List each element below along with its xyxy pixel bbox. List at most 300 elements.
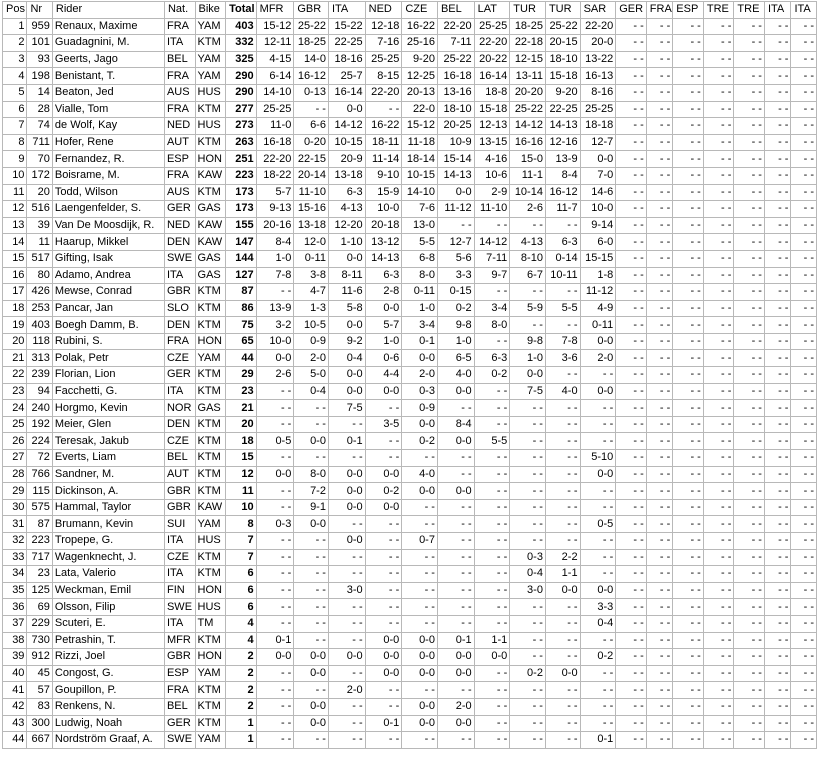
cell-rider[interactable]: Everts, Liam	[52, 450, 164, 467]
cell-rider[interactable]: Rubini, S.	[52, 333, 164, 350]
cell-total: 15	[226, 450, 257, 467]
cell-score: 16-14	[474, 68, 510, 85]
cell-score: - -	[646, 84, 672, 101]
cell-score: - -	[764, 68, 790, 85]
cell-nr: 198	[27, 68, 52, 85]
cell-score: 11-10	[474, 201, 510, 218]
cell-score: - -	[580, 632, 616, 649]
cell-score: - -	[616, 499, 647, 516]
cell-score: - -	[545, 217, 580, 234]
cell-total: 87	[226, 284, 257, 301]
cell-nat: SWE	[164, 599, 195, 616]
column-header-6[interactable]: MFR	[256, 2, 294, 19]
cell-rider[interactable]: Benistant, T.	[52, 68, 164, 85]
cell-score: - -	[703, 333, 734, 350]
cell-score: - -	[294, 450, 329, 467]
column-header-0[interactable]: Pos	[3, 2, 27, 19]
cell-score: - -	[646, 665, 672, 682]
cell-rider[interactable]: Mewse, Conrad	[52, 284, 164, 301]
table-row	[3, 234, 817, 251]
cell-score: 10-14	[510, 184, 546, 201]
cell-rider[interactable]: Weckman, Emil	[52, 582, 164, 599]
cell-score: - -	[402, 549, 438, 566]
cell-score: - -	[703, 632, 734, 649]
cell-rider[interactable]: Laengenfelder, S.	[52, 201, 164, 218]
cell-score: - -	[703, 682, 734, 699]
cell-total: 2	[226, 682, 257, 699]
cell-rider[interactable]: Todd, Wilson	[52, 184, 164, 201]
standings-table	[2, 1, 817, 749]
cell-nr: 94	[27, 383, 52, 400]
cell-score: 5-7	[256, 184, 294, 201]
cell-score: - -	[616, 433, 647, 450]
cell-score: 0-0	[328, 649, 365, 666]
table-row	[3, 68, 817, 85]
cell-score: - -	[734, 499, 765, 516]
cell-score: - -	[616, 383, 647, 400]
cell-score: 6-5	[437, 350, 474, 367]
cell-rider[interactable]: Adamo, Andrea	[52, 267, 164, 284]
cell-pos: 37	[3, 615, 27, 632]
cell-score: 9-14	[580, 217, 616, 234]
cell-rider[interactable]: Congost, G.	[52, 665, 164, 682]
cell-rider[interactable]: Hofer, Rene	[52, 134, 164, 151]
cell-total: 11	[226, 483, 257, 500]
cell-score: - -	[616, 582, 647, 599]
cell-score: - -	[791, 582, 817, 599]
cell-rider[interactable]: Brumann, Kevin	[52, 516, 164, 533]
cell-rider[interactable]: Pancar, Jan	[52, 300, 164, 317]
column-header-5[interactable]: Total	[226, 2, 257, 19]
cell-score: - -	[673, 483, 704, 500]
cell-score: - -	[256, 400, 294, 417]
cell-score: - -	[734, 698, 765, 715]
cell-score: - -	[646, 715, 672, 732]
cell-score: 22-25	[328, 35, 365, 52]
cell-score: 11-6	[328, 284, 365, 301]
cell-score: 18-18	[580, 118, 616, 135]
cell-score: 4-13	[510, 234, 546, 251]
cell-pos: 5	[3, 84, 27, 101]
cell-score: 0-0	[365, 466, 402, 483]
table-row	[3, 250, 817, 267]
table-row	[3, 682, 817, 699]
cell-score: - -	[580, 549, 616, 566]
column-header-20[interactable]: TRE	[734, 2, 765, 19]
cell-score: 22-20	[580, 18, 616, 35]
cell-score: 18-8	[474, 84, 510, 101]
cell-score: - -	[791, 615, 817, 632]
column-header-12[interactable]: LAT	[474, 2, 510, 19]
cell-score: 2-9	[474, 184, 510, 201]
cell-score: 4-13	[328, 201, 365, 218]
table-row	[3, 566, 817, 583]
cell-score: - -	[646, 698, 672, 715]
cell-score: - -	[328, 698, 365, 715]
cell-nat: ESP	[164, 665, 195, 682]
column-header-14[interactable]: TUR	[545, 2, 580, 19]
cell-score: 10-5	[294, 317, 329, 334]
cell-nr: 172	[27, 167, 52, 184]
cell-score: - -	[703, 400, 734, 417]
cell-rider[interactable]: Fernandez, R.	[52, 151, 164, 168]
cell-score: - -	[616, 533, 647, 550]
cell-score: - -	[703, 649, 734, 666]
cell-score: - -	[437, 599, 474, 616]
cell-score: 10-15	[328, 134, 365, 151]
table-row	[3, 632, 817, 649]
cell-score: - -	[673, 68, 704, 85]
cell-score: - -	[673, 201, 704, 218]
cell-score: 3-4	[402, 317, 438, 334]
cell-rider[interactable]: de Wolf, Kay	[52, 118, 164, 135]
table-row	[3, 350, 817, 367]
cell-rider[interactable]: Geerts, Jago	[52, 51, 164, 68]
cell-score: - -	[616, 217, 647, 234]
cell-score: 13-15	[474, 134, 510, 151]
cell-score: - -	[791, 450, 817, 467]
cell-score: - -	[734, 566, 765, 583]
cell-score: 20-20	[510, 84, 546, 101]
cell-rider[interactable]: Facchetti, G.	[52, 383, 164, 400]
cell-nr: 101	[27, 35, 52, 52]
cell-rider[interactable]: Guadagnini, M.	[52, 35, 164, 52]
cell-score: - -	[673, 400, 704, 417]
cell-score: 0-3	[510, 549, 546, 566]
cell-score: - -	[703, 234, 734, 251]
cell-score: 3-0	[510, 582, 546, 599]
cell-score: - -	[734, 167, 765, 184]
cell-score: - -	[791, 665, 817, 682]
cell-rider[interactable]: Dickinson, A.	[52, 483, 164, 500]
cell-rider[interactable]: Boegh Damm, B.	[52, 317, 164, 334]
cell-score: - -	[402, 566, 438, 583]
cell-score: 14-10	[402, 184, 438, 201]
cell-score: 6-8	[402, 250, 438, 267]
cell-score: - -	[510, 317, 546, 334]
cell-score: 0-0	[402, 715, 438, 732]
cell-score: - -	[545, 284, 580, 301]
cell-score: - -	[474, 582, 510, 599]
column-header-10[interactable]: CZE	[402, 2, 438, 19]
cell-score: 4-0	[402, 466, 438, 483]
cell-bike: KTM	[195, 367, 226, 384]
cell-score: - -	[474, 416, 510, 433]
cell-score: - -	[294, 732, 329, 749]
cell-bike: KTM	[195, 101, 226, 118]
cell-score: - -	[256, 566, 294, 583]
cell-score: 4-16	[474, 151, 510, 168]
cell-score: - -	[764, 300, 790, 317]
cell-score: 5-0	[294, 367, 329, 384]
cell-total: 325	[226, 51, 257, 68]
table-row	[3, 715, 817, 732]
column-header-4[interactable]: Bike	[195, 2, 226, 19]
cell-nr: 667	[27, 732, 52, 749]
cell-score: 0-9	[294, 333, 329, 350]
cell-score: - -	[703, 267, 734, 284]
cell-score: - -	[294, 582, 329, 599]
cell-score: - -	[256, 732, 294, 749]
cell-score: - -	[734, 134, 765, 151]
cell-rider[interactable]: Petrashin, T.	[52, 632, 164, 649]
cell-score: - -	[646, 549, 672, 566]
column-header-3[interactable]: Nat.	[164, 2, 195, 19]
table-row	[3, 400, 817, 417]
cell-score: 3-6	[545, 350, 580, 367]
cell-score: - -	[365, 732, 402, 749]
cell-score: 22-0	[402, 101, 438, 118]
cell-score: 1-8	[580, 267, 616, 284]
cell-rider[interactable]: Renkens, N.	[52, 698, 164, 715]
cell-score: 0-0	[294, 715, 329, 732]
cell-score: - -	[646, 400, 672, 417]
cell-score: - -	[545, 615, 580, 632]
cell-rider[interactable]: Horgmo, Kevin	[52, 400, 164, 417]
cell-rider[interactable]: Meier, Glen	[52, 416, 164, 433]
cell-nr: 14	[27, 84, 52, 101]
cell-score: 0-0	[437, 483, 474, 500]
cell-score: 13-22	[580, 51, 616, 68]
cell-rider[interactable]: Scuteri, E.	[52, 615, 164, 632]
cell-bike: KTM	[195, 383, 226, 400]
cell-rider[interactable]: Polak, Petr	[52, 350, 164, 367]
cell-rider[interactable]: Haarup, Mikkel	[52, 234, 164, 251]
cell-score: 0-0	[328, 499, 365, 516]
cell-score: 0-0	[328, 101, 365, 118]
cell-score: - -	[791, 18, 817, 35]
column-header-16[interactable]: GER	[616, 2, 647, 19]
cell-rider[interactable]: Olsson, Filip	[52, 599, 164, 616]
cell-score: - -	[510, 433, 546, 450]
table-row	[3, 184, 817, 201]
cell-score: - -	[764, 18, 790, 35]
cell-rider[interactable]: Nordström Graaf, A.	[52, 732, 164, 749]
cell-score: 20-13	[402, 84, 438, 101]
cell-rider[interactable]: Boisrame, M.	[52, 167, 164, 184]
cell-score: - -	[764, 533, 790, 550]
cell-nat: SWE	[164, 250, 195, 267]
cell-total: 7	[226, 533, 257, 550]
cell-rider[interactable]: Lata, Valerio	[52, 566, 164, 583]
cell-nr: 23	[27, 566, 52, 583]
cell-rider[interactable]: Renaux, Maxime	[52, 18, 164, 35]
cell-nr: 575	[27, 499, 52, 516]
cell-score: - -	[703, 566, 734, 583]
cell-score: - -	[734, 466, 765, 483]
cell-score: - -	[294, 549, 329, 566]
cell-nr: 223	[27, 533, 52, 550]
cell-nat: AUS	[164, 184, 195, 201]
cell-pos: 14	[3, 234, 27, 251]
cell-score: 16-18	[256, 134, 294, 151]
cell-score: - -	[646, 499, 672, 516]
cell-rider[interactable]: Rizzi, Joel	[52, 649, 164, 666]
cell-score: - -	[616, 715, 647, 732]
cell-score: - -	[734, 300, 765, 317]
cell-score: - -	[764, 284, 790, 301]
cell-total: 10	[226, 499, 257, 516]
column-header-15[interactable]: SAR	[580, 2, 616, 19]
cell-rider[interactable]: Wagenknecht, J.	[52, 549, 164, 566]
cell-score: - -	[474, 499, 510, 516]
cell-score: - -	[764, 35, 790, 52]
cell-score: 0-0	[328, 483, 365, 500]
cell-rider[interactable]: Ludwig, Noah	[52, 715, 164, 732]
cell-rider[interactable]: Vialle, Tom	[52, 101, 164, 118]
cell-score: - -	[580, 433, 616, 450]
cell-score: - -	[646, 167, 672, 184]
cell-nat: FRA	[164, 18, 195, 35]
cell-score: - -	[764, 632, 790, 649]
cell-bike: KAW	[195, 499, 226, 516]
cell-score: 0-0	[294, 649, 329, 666]
cell-score: - -	[616, 682, 647, 699]
cell-bike: GAS	[195, 400, 226, 417]
cell-rider[interactable]: Sandner, M.	[52, 466, 164, 483]
cell-pos: 11	[3, 184, 27, 201]
column-header-9[interactable]: NED	[365, 2, 402, 19]
cell-score: 25-16	[402, 35, 438, 52]
cell-score: 12-0	[294, 234, 329, 251]
cell-pos: 25	[3, 416, 27, 433]
cell-score: - -	[734, 732, 765, 749]
cell-nr: 57	[27, 682, 52, 699]
column-header-21[interactable]: ITA	[764, 2, 790, 19]
column-header-22[interactable]: ITA	[791, 2, 817, 19]
cell-score: 0-11	[294, 250, 329, 267]
cell-score: - -	[791, 101, 817, 118]
cell-score: - -	[545, 715, 580, 732]
cell-score: 16-13	[580, 68, 616, 85]
column-header-7[interactable]: GBR	[294, 2, 329, 19]
cell-rider[interactable]: Van De Moosdijk, R.	[52, 217, 164, 234]
cell-nat: FRA	[164, 682, 195, 699]
cell-score: - -	[545, 732, 580, 749]
cell-nr: 28	[27, 101, 52, 118]
cell-score: - -	[646, 51, 672, 68]
cell-total: 277	[226, 101, 257, 118]
cell-nat: AUT	[164, 134, 195, 151]
cell-nat: GBR	[164, 499, 195, 516]
cell-score: 7-8	[256, 267, 294, 284]
cell-pos: 16	[3, 267, 27, 284]
cell-score: - -	[437, 217, 474, 234]
cell-score: 3-2	[256, 317, 294, 334]
cell-score: - -	[545, 698, 580, 715]
cell-score: - -	[673, 184, 704, 201]
cell-score: - -	[510, 649, 546, 666]
cell-score: - -	[402, 599, 438, 616]
column-header-13[interactable]: TUR	[510, 2, 546, 19]
cell-score: - -	[365, 549, 402, 566]
cell-score: - -	[616, 350, 647, 367]
cell-pos: 30	[3, 499, 27, 516]
cell-rider[interactable]: Teresak, Jakub	[52, 433, 164, 450]
column-header-2[interactable]: Rider	[52, 2, 164, 19]
cell-score: - -	[703, 732, 734, 749]
cell-score: - -	[673, 267, 704, 284]
column-header-1[interactable]: Nr	[27, 2, 52, 19]
cell-pos: 15	[3, 250, 27, 267]
cell-total: 290	[226, 68, 257, 85]
cell-bike: HUS	[195, 533, 226, 550]
cell-rider[interactable]: Tropepe, G.	[52, 533, 164, 550]
cell-score: - -	[545, 483, 580, 500]
cell-score: 2-8	[365, 284, 402, 301]
cell-score: - -	[437, 466, 474, 483]
cell-score: 9-10	[365, 167, 402, 184]
cell-total: 251	[226, 151, 257, 168]
cell-score: - -	[673, 18, 704, 35]
column-header-19[interactable]: TRE	[703, 2, 734, 19]
cell-score: 15-15	[580, 250, 616, 267]
cell-rider[interactable]: Beaton, Jed	[52, 84, 164, 101]
cell-total: 2	[226, 649, 257, 666]
cell-score: - -	[474, 466, 510, 483]
cell-pos: 24	[3, 400, 27, 417]
cell-score: 0-0	[580, 466, 616, 483]
cell-score: - -	[328, 416, 365, 433]
header-row	[3, 2, 817, 19]
cell-nr: 239	[27, 367, 52, 384]
cell-total: 263	[226, 134, 257, 151]
cell-score: - -	[646, 383, 672, 400]
cell-rider[interactable]: Gifting, Isak	[52, 250, 164, 267]
cell-nat: DEN	[164, 416, 195, 433]
cell-score: 18-22	[256, 167, 294, 184]
cell-score: 0-0	[256, 466, 294, 483]
cell-score: - -	[673, 333, 704, 350]
cell-score: - -	[703, 533, 734, 550]
cell-pos: 4	[3, 68, 27, 85]
cell-score: - -	[646, 732, 672, 749]
cell-score: - -	[510, 499, 546, 516]
cell-score: - -	[646, 483, 672, 500]
cell-rider[interactable]: Florian, Lion	[52, 367, 164, 384]
cell-score: - -	[703, 35, 734, 52]
cell-score: 7-6	[402, 201, 438, 218]
cell-score: 8-10	[510, 250, 546, 267]
cell-rider[interactable]: Goupillon, P.	[52, 682, 164, 699]
cell-rider[interactable]: Hammal, Taylor	[52, 499, 164, 516]
cell-score: 18-25	[510, 18, 546, 35]
cell-score: 0-15	[437, 284, 474, 301]
cell-bike: KTM	[195, 184, 226, 201]
column-header-18[interactable]: ESP	[673, 2, 704, 19]
cell-total: 23	[226, 383, 257, 400]
cell-score: - -	[437, 400, 474, 417]
column-header-11[interactable]: BEL	[437, 2, 474, 19]
cell-score: - -	[646, 599, 672, 616]
table-row	[3, 649, 817, 666]
column-header-17[interactable]: FRA	[646, 2, 672, 19]
cell-score: - -	[580, 367, 616, 384]
cell-score: 2-0	[294, 350, 329, 367]
cell-score: 8-16	[580, 84, 616, 101]
cell-score: 13-9	[256, 300, 294, 317]
cell-score: - -	[616, 367, 647, 384]
cell-score: - -	[703, 84, 734, 101]
cell-score: - -	[256, 549, 294, 566]
cell-score: - -	[474, 549, 510, 566]
cell-score: 13-11	[510, 68, 546, 85]
column-header-8[interactable]: ITA	[328, 2, 365, 19]
cell-score: - -	[734, 267, 765, 284]
cell-score: - -	[673, 566, 704, 583]
cell-pos: 19	[3, 317, 27, 334]
cell-score: 0-0	[294, 665, 329, 682]
